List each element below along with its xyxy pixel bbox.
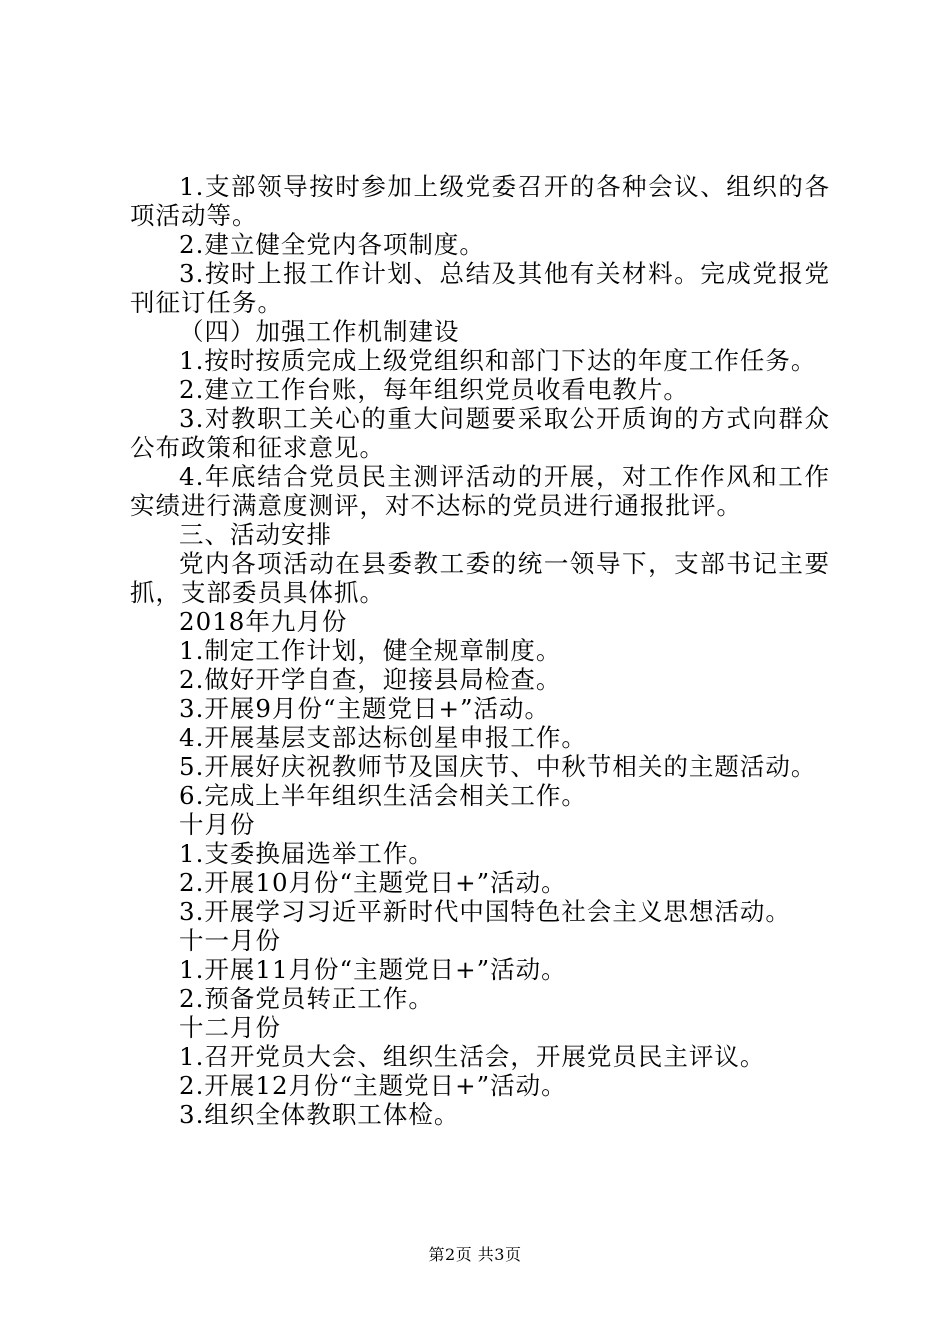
list-item: 4.开展基层支部达标创星申报工作。 [179, 723, 587, 752]
list-item: 2.开展12月份“主题党日+”活动。 [179, 1071, 567, 1100]
paragraph: 1.按时按质完成上级党组织和部门下达的年度工作任务。 [179, 346, 817, 375]
paragraph: 2.建立工作台账，每年组织党员收看电教片。 [179, 375, 689, 404]
paragraph: 1.支部领导按时参加上级党委召开的各种会议、组织的各项活动等。 [130, 172, 830, 230]
paragraph: 3.对教职工关心的重大问题要采取公开质询的方式向群众公布政策和征求意见。 [130, 404, 830, 462]
list-item: 2.预备党员转正工作。 [179, 984, 434, 1013]
paragraph: 4.年底结合党员民主测评活动的开展，对工作作风和工作实绩进行满意度测评，对不达标的党员进行通报批评。 [130, 462, 830, 520]
paragraph: 2.建立健全党内各项制度。 [179, 230, 485, 259]
month-heading: 十一月份 [179, 926, 281, 955]
section-heading: （四）加强工作机制建设 [179, 317, 460, 346]
list-item: 1.制定工作计划，健全规章制度。 [179, 636, 562, 665]
month-heading: 十月份 [179, 810, 256, 839]
list-item: 6.完成上半年组织生活会相关工作。 [179, 781, 587, 810]
list-item: 1.支委换届选举工作。 [179, 839, 434, 868]
month-heading: 十二月份 [179, 1013, 281, 1042]
list-item: 1.开展11月份“主题党日+”活动。 [179, 955, 567, 984]
list-item: 2.做好开学自查，迎接县局检查。 [179, 665, 562, 694]
month-heading: 2018年九月份 [179, 607, 348, 636]
section-heading: 三、活动安排 [179, 520, 332, 549]
list-item: 2.开展10月份“主题党日+”活动。 [179, 868, 567, 897]
list-item: 3.开展学习习近平新时代中国特色社会主义思想活动。 [179, 897, 791, 926]
list-item: 3.组织全体教职工体检。 [179, 1100, 460, 1129]
paragraph: 3.按时上报工作计划、总结及其他有关材料。完成党报党刊征订任务。 [130, 259, 830, 317]
list-item: 1.召开党员大会、组织生活会，开展党员民主评议。 [179, 1042, 766, 1071]
list-item: 3.开展9月份“主题党日+”活动。 [179, 694, 551, 723]
paragraph: 党内各项活动在县委教工委的统一领导下，支部书记主要抓，支部委员具体抓。 [130, 549, 830, 607]
page-number-footer: 第2页 共3页 [428, 1245, 522, 1264]
list-item: 5.开展好庆祝教师节及国庆节、中秋节相关的主题活动。 [179, 752, 817, 781]
document-body [130, 172, 830, 1129]
